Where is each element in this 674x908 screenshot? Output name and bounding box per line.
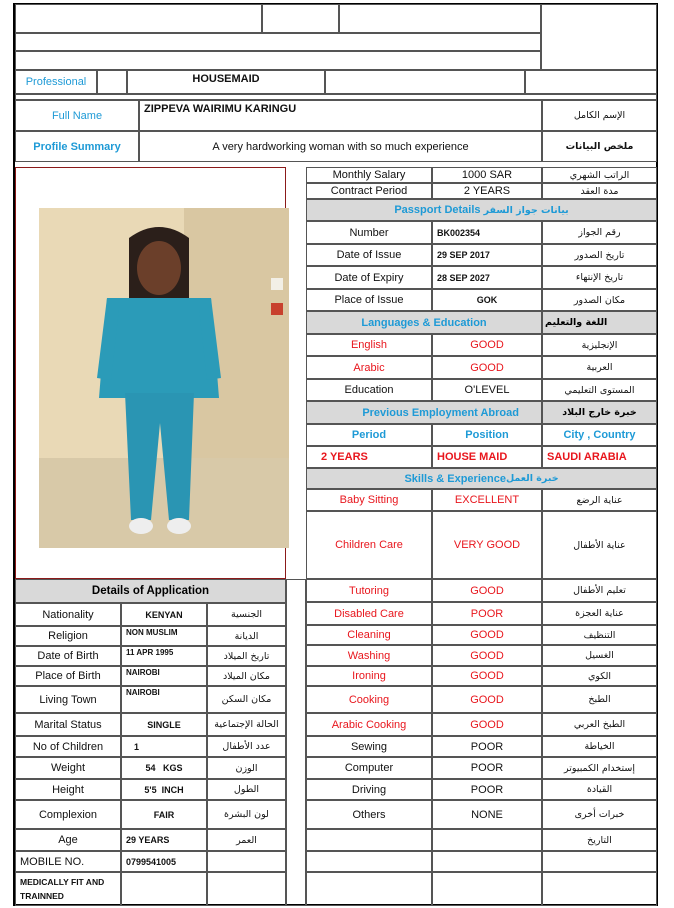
skill-cooking-value: GOOD bbox=[432, 686, 542, 713]
passport-title-ar: بيانات جواز السفر bbox=[483, 204, 569, 216]
full-name-label: Full Name bbox=[15, 100, 139, 131]
dob-label: Date of Birth bbox=[15, 646, 121, 666]
skill-blank-1 bbox=[306, 851, 432, 872]
period-ar: مدة العقد bbox=[542, 183, 657, 199]
skill-sewing-value: POOR bbox=[432, 736, 542, 757]
skill-ironing-ar: الكوي bbox=[542, 666, 657, 686]
skill-driving-label: Driving bbox=[306, 779, 432, 800]
skill-date-ar: التاريخ bbox=[542, 829, 657, 851]
gap-column bbox=[286, 579, 306, 906]
skill-children-care-ar: عناية الأطفال bbox=[542, 511, 657, 579]
issue-place-label: Place of Issue bbox=[306, 289, 432, 311]
professional-spacer bbox=[97, 70, 127, 94]
age-value: 29 YEARS bbox=[121, 829, 207, 851]
passport-title: Passport Details bbox=[394, 204, 481, 216]
issue-place-ar: مكان الصدور bbox=[542, 289, 657, 311]
height-value: 5'5 INCH bbox=[121, 779, 207, 800]
skills-title-ar: خبرة العمل bbox=[505, 473, 559, 484]
marital-status-label: Marital Status bbox=[15, 713, 121, 736]
skill-sewing-label: Sewing bbox=[306, 736, 432, 757]
professional-label: Professional bbox=[15, 70, 97, 94]
skill-others-label: Others bbox=[306, 800, 432, 829]
salary-ar: الراتب الشهري bbox=[542, 167, 657, 183]
top-cell-6 bbox=[15, 51, 541, 70]
children-label: No of Children bbox=[15, 736, 121, 757]
skill-driving-ar: القيادة bbox=[542, 779, 657, 800]
marital-status-value: SINGLE bbox=[121, 713, 207, 736]
employment-col-position: Position bbox=[432, 424, 542, 446]
skill-others-value: NONE bbox=[432, 800, 542, 829]
employment-title: Previous Employment Abroad bbox=[306, 401, 542, 424]
weight-value: 54 KGS bbox=[121, 757, 207, 779]
medical-blank-2 bbox=[207, 872, 286, 906]
skill-children-care-value: VERY GOOD bbox=[432, 511, 542, 579]
applicant-photo-frame bbox=[15, 167, 286, 579]
education-ar: المستوى التعليمي bbox=[542, 379, 657, 401]
mobile-label: MOBILE NO. bbox=[15, 851, 121, 872]
pob-value: NAIROBI bbox=[121, 666, 207, 686]
skill-washing-label: Washing bbox=[306, 645, 432, 666]
skill-blank-6 bbox=[542, 872, 657, 906]
dob-value: 11 APR 1995 bbox=[121, 646, 207, 666]
education-value: O'LEVEL bbox=[432, 379, 542, 401]
languages-title: Languages & Education bbox=[306, 311, 542, 334]
employment-col-period: Period bbox=[306, 424, 432, 446]
skill-cooking-ar: الطبخ bbox=[542, 686, 657, 713]
profile-summary-value: A very hardworking woman with so much experience bbox=[139, 131, 542, 162]
religion-value: NON MUSLIM bbox=[121, 626, 207, 646]
skill-baby-sitting-label: Baby Sitting bbox=[306, 489, 432, 511]
skill-children-care-label: Children Care bbox=[306, 511, 432, 579]
skill-tutoring-label: Tutoring bbox=[306, 579, 432, 602]
skill-cleaning-ar: التنظيف bbox=[542, 625, 657, 645]
top-cell-4 bbox=[541, 4, 657, 70]
skill-blank-4 bbox=[306, 872, 432, 906]
issue-date-ar: تاريخ الصدور bbox=[542, 244, 657, 266]
height-ar: الطول bbox=[207, 779, 286, 800]
profile-summary-ar: ملخص البيانات bbox=[542, 131, 657, 162]
skill-blank-2 bbox=[432, 851, 542, 872]
arabic-ar: العربية bbox=[542, 356, 657, 379]
skill-disabled-care-label: Disabled Care bbox=[306, 602, 432, 625]
professional-blank-2 bbox=[525, 70, 657, 94]
skill-baby-sitting-ar: عناية الرضع bbox=[542, 489, 657, 511]
marital-status-ar: الحالة الإجتماعية bbox=[207, 713, 286, 736]
skill-baby-sitting-value: EXCELLENT bbox=[432, 489, 542, 511]
passport-number-value: BK002354 bbox=[432, 221, 542, 244]
education-label: Education bbox=[306, 379, 432, 401]
skill-ironing-value: GOOD bbox=[432, 666, 542, 686]
full-name-value: ZIPPEVA WAIRIMU KARINGU bbox=[139, 100, 542, 131]
skill-sewing-ar: الخياطة bbox=[542, 736, 657, 757]
arabic-value: GOOD bbox=[432, 356, 542, 379]
skill-disabled-care-value: POOR bbox=[432, 602, 542, 625]
skill-blank-3 bbox=[542, 851, 657, 872]
complexion-ar: لون البشرة bbox=[207, 800, 286, 829]
skill-washing-ar: الغسيل bbox=[542, 645, 657, 666]
weight-ar: الوزن bbox=[207, 757, 286, 779]
skill-arabic-cooking-ar: الطبخ العربي bbox=[542, 713, 657, 736]
english-label: English bbox=[306, 334, 432, 356]
skill-arabic-cooking-label: Arabic Cooking bbox=[306, 713, 432, 736]
age-ar: العمر bbox=[207, 829, 286, 851]
full-name-ar: الإسم الكامل bbox=[542, 100, 657, 131]
top-cell-5 bbox=[15, 33, 541, 51]
nationality-label: Nationality bbox=[15, 603, 121, 626]
employment-title-ar: خبرة خارج البلاد bbox=[542, 401, 657, 424]
passport-section-header bbox=[306, 199, 657, 221]
expiry-date-label: Date of Expiry bbox=[306, 266, 432, 289]
issue-date-value: 29 SEP 2017 bbox=[432, 244, 542, 266]
top-cell-1 bbox=[15, 4, 262, 33]
skill-tutoring-value: GOOD bbox=[432, 579, 542, 602]
employment-position: HOUSE MAID bbox=[432, 446, 542, 468]
skills-section-header bbox=[306, 468, 657, 489]
skill-blank-5 bbox=[432, 872, 542, 906]
skill-computer-value: POOR bbox=[432, 757, 542, 779]
profession-value: HOUSEMAID bbox=[127, 70, 325, 94]
employment-period: 2 YEARS bbox=[306, 446, 432, 468]
period-label: Contract Period bbox=[306, 183, 432, 199]
employment-country: SAUDI ARABIA bbox=[542, 446, 657, 468]
expiry-date-value: 28 SEP 2027 bbox=[432, 266, 542, 289]
skill-driving-value: POOR bbox=[432, 779, 542, 800]
living-town-ar: مكان السكن bbox=[207, 686, 286, 713]
skill-others-ar: خبرات أخرى bbox=[542, 800, 657, 829]
living-town-label: Living Town bbox=[15, 686, 121, 713]
pob-label: Place of Birth bbox=[15, 666, 121, 686]
skill-cleaning-label: Cleaning bbox=[306, 625, 432, 645]
pob-ar: مكان الميلاد bbox=[207, 666, 286, 686]
complexion-label: Complexion bbox=[15, 800, 121, 829]
languages-title-ar: اللغة والتعليم bbox=[542, 311, 657, 334]
skill-washing-value: GOOD bbox=[432, 645, 542, 666]
children-value: 1 bbox=[121, 736, 207, 757]
skill-tutoring-ar: تعليم الأطفال bbox=[542, 579, 657, 602]
age-label: Age bbox=[15, 829, 121, 851]
passport-number-ar: رقم الجواز bbox=[542, 221, 657, 244]
skill-computer-ar: إستخدام الكمبيوتر bbox=[542, 757, 657, 779]
top-cell-2 bbox=[262, 4, 339, 33]
mobile-value: 0799541005 bbox=[121, 851, 207, 872]
period-value: 2 YEARS bbox=[432, 183, 542, 199]
skill-date-label bbox=[306, 829, 432, 851]
religion-ar: الديانة bbox=[207, 626, 286, 646]
applicant-photo bbox=[39, 208, 289, 548]
salary-label: Monthly Salary bbox=[306, 167, 432, 183]
mobile-blank bbox=[207, 851, 286, 872]
skill-date-value bbox=[432, 829, 542, 851]
skill-arabic-cooking-value: GOOD bbox=[432, 713, 542, 736]
skills-title: Skills & Experience bbox=[404, 472, 506, 485]
salary-value: 1000 SAR bbox=[432, 167, 542, 183]
passport-number-label: Number bbox=[306, 221, 432, 244]
medical-blank-1 bbox=[121, 872, 207, 906]
application-title: Details of Application bbox=[15, 579, 286, 603]
complexion-value: FAIR bbox=[121, 800, 207, 829]
employment-col-country: City , Country bbox=[542, 424, 657, 446]
nationality-ar: الجنسية bbox=[207, 603, 286, 626]
issue-date-label: Date of Issue bbox=[306, 244, 432, 266]
issue-place-value: GOK bbox=[432, 289, 542, 311]
dob-ar: تاريخ الميلاد bbox=[207, 646, 286, 666]
profile-summary-label: Profile Summary bbox=[15, 131, 139, 162]
nationality-value: KENYAN bbox=[121, 603, 207, 626]
arabic-label: Arabic bbox=[306, 356, 432, 379]
religion-label: Religion bbox=[15, 626, 121, 646]
expiry-date-ar: تاريخ الإنتهاء bbox=[542, 266, 657, 289]
skill-cooking-label: Cooking bbox=[306, 686, 432, 713]
english-value: GOOD bbox=[432, 334, 542, 356]
professional-blank-1 bbox=[325, 70, 525, 94]
living-town-value: NAIROBI bbox=[121, 686, 207, 713]
weight-label: Weight bbox=[15, 757, 121, 779]
medical-status: MEDICALLY FIT AND TRAINNED bbox=[15, 872, 121, 906]
skill-computer-label: Computer bbox=[306, 757, 432, 779]
children-ar: عدد الأطفال bbox=[207, 736, 286, 757]
skill-disabled-care-ar: عناية العجزة bbox=[542, 602, 657, 625]
skill-cleaning-value: GOOD bbox=[432, 625, 542, 645]
top-cell-3 bbox=[339, 4, 541, 33]
english-ar: الإنجليزية bbox=[542, 334, 657, 356]
skill-ironing-label: Ironing bbox=[306, 666, 432, 686]
height-label: Height bbox=[15, 779, 121, 800]
